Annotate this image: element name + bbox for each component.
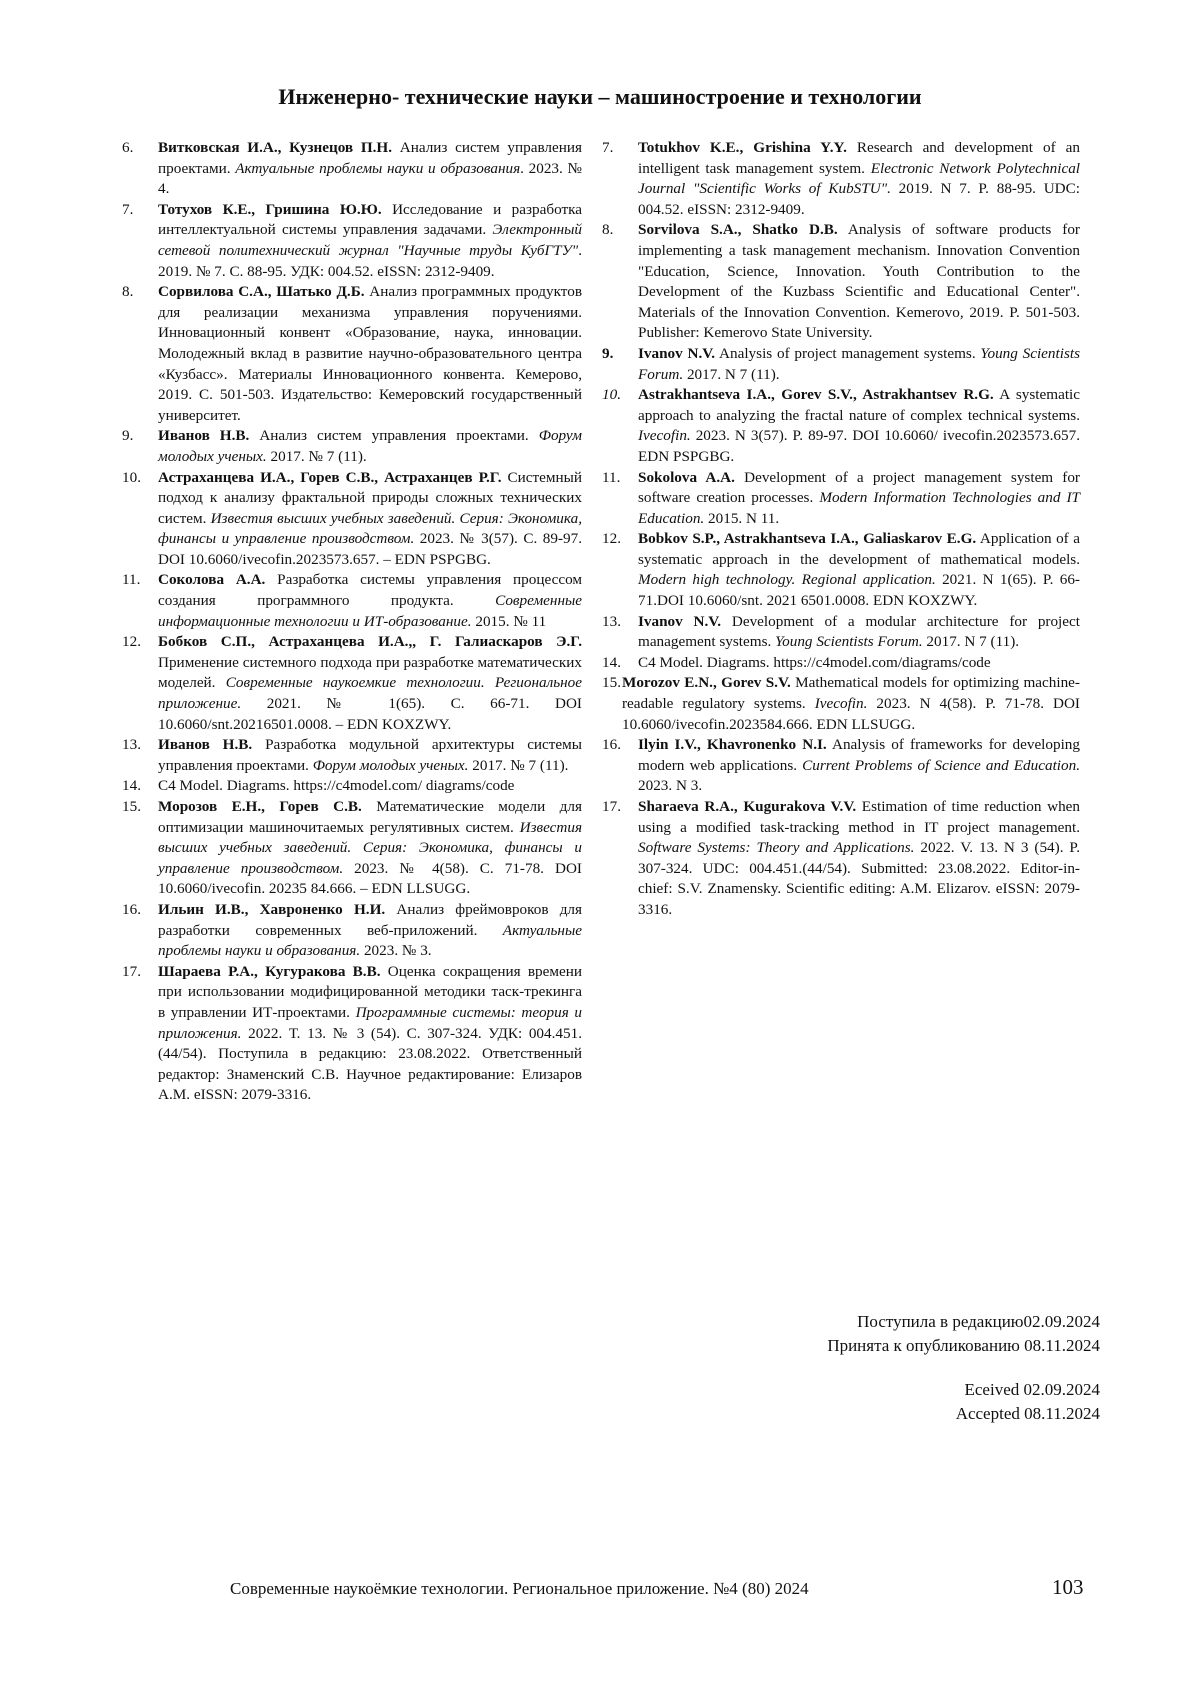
reference-title: Mathematical models for optimizing machine-readable regulatory systems. bbox=[622, 674, 1080, 713]
reference-item bbox=[602, 385, 1080, 467]
reference-item bbox=[122, 735, 582, 776]
reference-authors: Морозов Е.Н., Горев С.В. bbox=[158, 798, 362, 815]
reference-authors: Сорвилова С.А., Шатько Д.Б. bbox=[158, 283, 365, 301]
reference-number: 11. bbox=[602, 468, 621, 486]
reference-details: 2023. N 3(57). P. 89-97. DOI 10.6060/ ivecofin.2023573.657. EDN PSPGBG. bbox=[638, 427, 1080, 465]
reference-details: 2022. Т. 13. № 3 (54). С. 307-324. УДК: 004.451.(44/54). Поступила в редакцию: 23.08.2022. Ответственный редактор: Знаменский С.В. Научное редактирование: Елизаров А.М. eISSN: 2079-3316. bbox=[158, 1024, 582, 1104]
reference-source: Modern high technology. Regional application. bbox=[638, 571, 936, 589]
reference-item bbox=[122, 962, 582, 1106]
accepted-date: Принята к опубликованию 08.11.2024 bbox=[827, 1336, 1100, 1355]
reference-source: Электронный сетевой политехнический журнал "Научные труды КубГТУ" bbox=[158, 221, 582, 259]
reference-item bbox=[122, 797, 582, 900]
accepted-date: Accepted 08.11.2024 bbox=[955, 1404, 1100, 1423]
reference-number: 15. bbox=[602, 674, 621, 692]
reference-title: Анализ систем управления проектами. bbox=[249, 427, 539, 445]
reference-number: 10. bbox=[602, 386, 621, 404]
reference-details: 2015. N 11. bbox=[704, 509, 780, 527]
reference-title: Research and development of an intelligent task management system. bbox=[638, 139, 1080, 177]
references-russian bbox=[122, 138, 582, 1106]
reference-authors: Ivanov N.V. bbox=[638, 344, 716, 362]
reference-number: 17. bbox=[122, 962, 141, 980]
reference-source: Electronic Network Polytechnical Journal "Scientific Works of KubSTU". bbox=[638, 159, 1081, 198]
reference-number: 6. bbox=[122, 139, 134, 156]
reference-details: 2017. N 7 (11). bbox=[683, 365, 780, 383]
reference-item bbox=[122, 632, 582, 735]
reference-details: 2017. № 7 (11). bbox=[266, 447, 367, 465]
reference-number: 14. bbox=[122, 777, 141, 795]
reference-title: Development of a modular architecture for project management systems. bbox=[638, 612, 1080, 651]
reference-number: 9. bbox=[122, 427, 134, 445]
reference-title: Анализ программных продуктов для реализации механизма управления поручениями. Инновационный конвент «Образование, наука, инновации. Молодежный вклад в развитие научно-образовательного центра «Кузбасс». Материалы Инновационного конвента. Кемерово, 2019. С. 501-503. Издательство: Кемеровский государственный университет. bbox=[158, 283, 583, 424]
reference-source: Young Scientists Forum. bbox=[638, 344, 1080, 383]
reference-details: 2022. V. 13. N 3 (54). P. 307-324. UDC: 004.451.(44/54). Submitted: 23.08.2022. Editor-in-chief: S.V. Znamensky. Scientific editing: A.M. Elizarov. eISSN: 2079-3316. bbox=[638, 839, 1080, 918]
reference-source: Современные наукоемкие технологии. Региональное приложение. bbox=[158, 674, 582, 713]
reference-number: 13. bbox=[122, 736, 141, 754]
reference-item bbox=[122, 776, 582, 797]
reference-title: C4 Model. Diagrams. https://c4model.com/diagrams/code bbox=[638, 653, 991, 671]
reference-item bbox=[122, 200, 582, 282]
reference-authors: Sharaeva R.A., Kugurakova V.V. bbox=[638, 798, 857, 815]
reference-number: 13. bbox=[602, 612, 621, 630]
reference-authors: Astrakhantseva I.A., Gorev S.V., Astrakhantsev R.G. bbox=[638, 386, 994, 404]
reference-number: 14. bbox=[602, 653, 621, 671]
reference-item bbox=[602, 612, 1080, 653]
reference-source: Ivecofin. bbox=[638, 427, 691, 445]
reference-number: 7. bbox=[122, 200, 134, 218]
reference-item bbox=[602, 344, 1080, 385]
reference-source: Young Scientists Forum. bbox=[775, 633, 923, 651]
reference-number: 11. bbox=[122, 571, 141, 589]
reference-details: . 2019. № 7. С. 88-95. УДК: 004.52. eISSN: 2312-9409. bbox=[158, 241, 582, 280]
reference-number: 17. bbox=[602, 798, 621, 815]
reference-title: Development of a project management system for software creation processes. bbox=[638, 468, 1080, 507]
reference-authors: Бобков С.П., Астраханцева И.А.,, Г. Галиаскаров Э.Г. bbox=[158, 633, 582, 651]
reference-details: 2017. N 7 (11). bbox=[922, 633, 1020, 651]
reference-title: Математические модели для оптимизации машиночитаемых регулятивных систем. bbox=[158, 798, 582, 836]
reference-authors: Ilyin I.V., Khavronenko N.I. bbox=[638, 736, 827, 754]
reference-details: 2023. N 4(58). P. 71-78. DOI 10.6060/ivecofin.2023584.666. EDN LLSUGG. bbox=[622, 695, 1080, 733]
reference-item bbox=[122, 900, 582, 962]
reference-authors: Ivanov N.V. bbox=[638, 612, 722, 630]
reference-item bbox=[122, 282, 582, 426]
reference-item bbox=[602, 653, 1080, 674]
reference-details: 2019. N 7. P. 88-95. UDC: 004.52. eISSN: 2312-9409. bbox=[638, 180, 1080, 218]
reference-number: 12. bbox=[122, 633, 141, 651]
running-header bbox=[0, 84, 1200, 110]
reference-authors: Totukhov K.E., Grishina Y.Y. bbox=[638, 139, 847, 156]
reference-number: 12. bbox=[602, 530, 621, 548]
reference-details: 2023. N 3. bbox=[638, 777, 703, 795]
reference-source: Программные системы: теория и приложения. bbox=[158, 1003, 582, 1042]
reference-source: Современные информационные технологии и ИТ-образование. bbox=[158, 592, 582, 630]
reference-details: 2015. № 11 bbox=[471, 612, 547, 630]
reference-item bbox=[602, 673, 1080, 735]
reference-source: Актуальные проблемы науки и образования bbox=[235, 159, 521, 177]
reference-number: 16. bbox=[602, 736, 621, 754]
reference-authors: Иванов Н.В. bbox=[158, 427, 250, 445]
reference-title: Применение системного подхода при разработке математических моделей. bbox=[158, 653, 582, 692]
reference-title: Analysis of frameworks for developing modern web applications. bbox=[638, 736, 1080, 774]
reference-authors: Тотухов К.Е., Гришина Ю.Ю. bbox=[158, 200, 382, 218]
submission-dates-english bbox=[956, 1378, 1100, 1426]
reference-number: 15. bbox=[122, 798, 141, 815]
reference-number: 9. bbox=[602, 344, 614, 362]
reference-source: Current Problems of Science and Education. bbox=[802, 756, 1080, 774]
reference-item bbox=[602, 529, 1080, 611]
reference-authors: Шараева Р.А., Кугуракова В.В. bbox=[158, 962, 381, 980]
reference-details: 2023. № 3(57). С. 89-97. DOI 10.6060/ivecofin.2023573.657. – EDN PSPGBG. bbox=[158, 530, 582, 568]
reference-item bbox=[602, 797, 1080, 921]
received-date: Поступила в редакцию02.09.2024 bbox=[857, 1312, 1100, 1331]
reference-details: 2021. N 1(65). P. 66-71.DOI 10.6060/snt. 2021 6501.0008. EDN KOXZWY. bbox=[638, 571, 1080, 610]
reference-authors: Bobkov S.P., Astrakhantseva I.A., Galiaskarov E.G. bbox=[638, 530, 977, 548]
reference-title: A systematic approach to analyzing the fractal nature of complex technical systems. bbox=[638, 386, 1080, 424]
reference-title: Analysis of software products for implementing a task management mechanism. Innovation Convention "Education, Science, Innovation. Youth Contribution to the Development of the Kuzbass Scientific and Educational Center". Materials of the Innovation Convention. Kemerovo, 2019. P. 501-503. Publisher: Kemerovo State University. bbox=[638, 221, 1080, 342]
header-title: Инженерно- технические науки – машиностроение и технологии bbox=[278, 84, 922, 109]
reference-authors: Ильин И.В., Хавроненко Н.И. bbox=[158, 900, 386, 918]
reference-authors: Иванов Н.В. bbox=[158, 736, 253, 754]
reference-title: Application of a systematic approach in the development of mathematical models. bbox=[638, 530, 1080, 568]
reference-authors: Астраханцева И.А., Горев С.В., Астраханцев Р.Г. bbox=[158, 468, 502, 486]
reference-title: C4 Model. Diagrams. https://c4model.com/ diagrams/code bbox=[158, 777, 515, 795]
reference-number: 7. bbox=[602, 139, 614, 156]
submission-dates-russian bbox=[827, 1310, 1100, 1358]
reference-authors: Витковская И.А., Кузнецов П.Н. bbox=[158, 139, 393, 156]
reference-title: Разработка системы управления процессом создания программного продукта. bbox=[158, 571, 582, 610]
reference-authors: Соколова А.А. bbox=[158, 571, 266, 589]
reference-item bbox=[602, 220, 1080, 344]
reference-source: Форум молодых ученых. bbox=[158, 427, 582, 465]
reference-item bbox=[602, 138, 1080, 220]
reference-title: Оценка сокращения времени при использовании модифицированной методики таск-трекинга в управлении ИТ-проектами. bbox=[158, 962, 582, 1021]
reference-source: Software Systems: Theory and Applications. bbox=[638, 839, 915, 857]
page-number: 103 bbox=[1052, 1575, 1084, 1599]
reference-item bbox=[122, 138, 582, 200]
reference-number: 8. bbox=[122, 283, 134, 301]
received-date: Eceived 02.09.2024 bbox=[964, 1380, 1100, 1399]
reference-details: 2023. № 4(58). С. 71-78. DOI 10.6060/ivecofin. 20235 84.666. – EDN LLSUGG. bbox=[158, 859, 582, 898]
reference-item bbox=[122, 570, 582, 632]
references-english bbox=[602, 138, 1080, 921]
reference-item bbox=[122, 468, 582, 571]
reference-authors: Sokolova A.A. bbox=[638, 468, 735, 486]
reference-source: Известия высших учебных заведений. Серия: Экономика, финансы и управление производством. bbox=[158, 818, 582, 877]
reference-source: Ivecofin. bbox=[814, 695, 868, 713]
reference-source: Modern Information Technologies and IT Education. bbox=[638, 489, 1080, 527]
reference-details: . 2023. № 4. bbox=[158, 159, 582, 198]
reference-details: 2017. № 7 (11). bbox=[468, 756, 569, 774]
reference-title: Анализ систем управления проектами. bbox=[158, 139, 582, 177]
reference-source: Актуальные проблемы науки и образования. bbox=[158, 921, 582, 960]
reference-title: Разработка модульной архитектуры системы управления проектами. bbox=[158, 736, 582, 774]
reference-number: 10. bbox=[122, 468, 141, 486]
reference-source: Форум молодых ученых. bbox=[312, 756, 469, 774]
reference-item bbox=[602, 735, 1080, 797]
reference-item bbox=[602, 468, 1080, 530]
reference-title: Исследование и разработка интеллектуальной системы управления задачами. bbox=[158, 200, 583, 239]
reference-title: Системный подход к анализу фрактальной природы сложных технических систем. bbox=[158, 468, 582, 527]
reference-authors: Morozov E.N., Gorev S.V. bbox=[622, 674, 791, 692]
reference-title: Analysis of project management systems. bbox=[715, 344, 981, 362]
reference-authors: Sorvilova S.A., Shatko D.B. bbox=[638, 221, 838, 239]
reference-details: 2023. № 3. bbox=[360, 942, 432, 960]
reference-number: 8. bbox=[602, 221, 614, 239]
reference-item bbox=[122, 426, 582, 467]
reference-title: Анализ фреймовроков для разработки современных веб-приложений. bbox=[158, 900, 582, 939]
reference-details: 2021. № 1(65). С. 66-71. DOI 10.6060/snt.20216501.0008. – EDN KOXZWY. bbox=[158, 695, 582, 733]
journal-name: Современные наукоёмкие технологии. Региональное приложение. №4 (80) 2024 bbox=[230, 1579, 809, 1598]
reference-number: 16. bbox=[122, 900, 141, 918]
reference-source: Известия высших учебных заведений. Серия: Экономика, финансы и управление производством. bbox=[158, 509, 582, 548]
reference-title: Estimation of time reduction when using a modified task-tracking method in IT project management. bbox=[638, 798, 1081, 836]
